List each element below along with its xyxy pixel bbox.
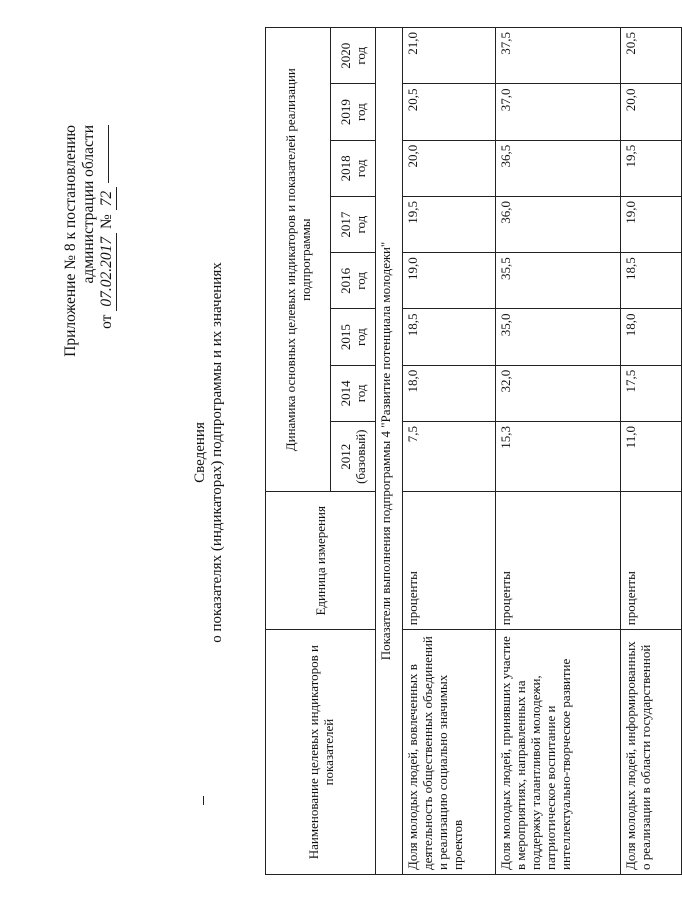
year-cell: 2012 (базовый)	[331, 422, 376, 492]
indicator-name: Доля молодых людей, вовлеченных в деятельность общественных объединений и реализацию социально значимых проектов	[403, 630, 496, 875]
value-cell: 18,5	[403, 309, 496, 365]
caption-subtitle: о показателях (индикаторах) подпрограммы и их значениях	[209, 262, 225, 643]
indicator-unit: проценты	[496, 492, 621, 630]
appendix-date-line	[98, 125, 117, 455]
table-row	[403, 28, 496, 875]
value-cell: 18,0	[621, 309, 682, 365]
value-cell: 36,5	[496, 140, 621, 196]
indicator-unit: проценты	[403, 492, 496, 630]
appendix-line-1: Приложение № 8 к постановлению	[62, 125, 79, 357]
value-cell: 7,5	[403, 422, 496, 492]
value-cell: 37,0	[496, 84, 621, 140]
indicators-table	[265, 27, 682, 875]
date-prefix: от	[98, 314, 115, 329]
table-row	[496, 28, 621, 875]
caption-title: Сведения	[192, 422, 208, 483]
value-cell: 21,0	[403, 28, 496, 84]
header-name: Наименование целевых индикаторов и показателей	[266, 630, 376, 875]
appendix-block	[62, 125, 117, 455]
value-cell: 36,0	[496, 196, 621, 252]
section-title: Показатели выполнения подпрограммы 4 "Развитие потенциала молодежи"	[376, 28, 403, 875]
value-cell: 15,3	[496, 422, 621, 492]
appendix-line-2: администрации области	[80, 125, 97, 284]
value-cell: 20,0	[403, 140, 496, 196]
year-cell: 2016 год	[331, 253, 376, 309]
value-cell: 35,5	[496, 253, 621, 309]
indicator-name: Доля молодых людей, принявших участие в мероприятиях, направленных на поддержку талантливой молодежи, патриотическое воспитание и интеллектуально-творческое развитие	[496, 630, 621, 875]
caption-block	[192, 0, 226, 905]
year-cell: 2015 год	[331, 309, 376, 365]
year-cell: 2014 год	[331, 365, 376, 421]
header-dynamics: Динамика основных целевых индикаторов и показателей реализации подпрограммы	[266, 28, 331, 492]
value-cell: 32,0	[496, 365, 621, 421]
value-cell: 18,0	[403, 365, 496, 421]
value-cell: 20,0	[621, 84, 682, 140]
value-cell: 17,5	[621, 365, 682, 421]
year-cell: 2020 год	[331, 28, 376, 84]
value-cell: 20,5	[621, 28, 682, 84]
section-row	[376, 28, 403, 875]
table-row	[621, 28, 682, 875]
value-cell: 20,5	[403, 84, 496, 140]
value-cell: 18,5	[621, 253, 682, 309]
indicator-name: Доля молодых людей, информированных о реализации в области государственной	[621, 630, 682, 875]
value-cell: 19,0	[403, 253, 496, 309]
number-value: 72	[98, 187, 117, 211]
indicator-unit: проценты	[621, 492, 682, 630]
date-value: 07.02.2017	[98, 233, 117, 311]
date-line-underline	[107, 125, 109, 183]
table-header-row	[266, 28, 331, 875]
value-cell: 11,0	[621, 422, 682, 492]
number-prefix: №	[98, 214, 115, 230]
value-cell: 19,0	[621, 196, 682, 252]
year-cell: 2019 год	[331, 84, 376, 140]
year-cell: 2017 год	[331, 196, 376, 252]
margin-mark	[203, 796, 204, 805]
value-cell: 35,0	[496, 309, 621, 365]
value-cell: 37,5	[496, 28, 621, 84]
value-cell: 19,5	[621, 140, 682, 196]
header-unit: Единица измерения	[266, 492, 376, 630]
value-cell: 19,5	[403, 196, 496, 252]
year-cell: 2018 год	[331, 140, 376, 196]
